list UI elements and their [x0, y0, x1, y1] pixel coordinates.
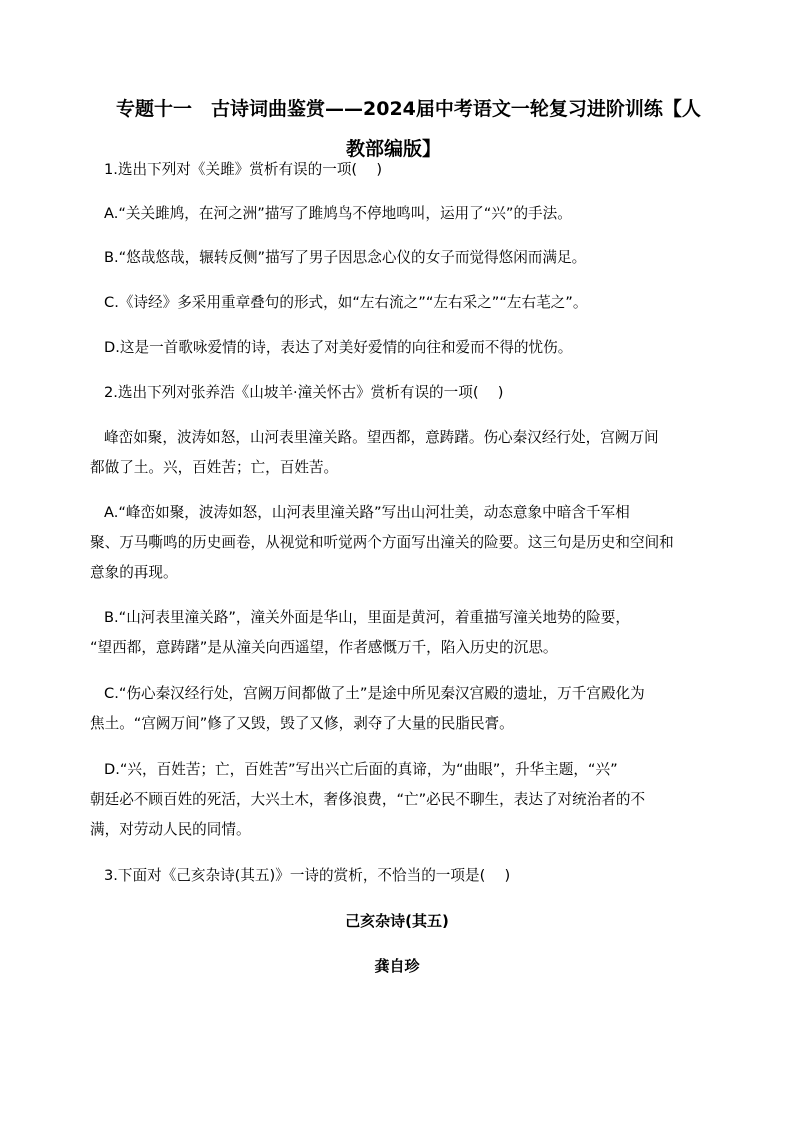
- q1-option-b: B.“悠哉悠哉，辗转反侧”描写了男子因思念心仪的女子而觉得悠闲而满足。: [104, 249, 587, 266]
- q2-option-a-line-2: 聚、万马嘶鸣的历史画卷，从视觉和听觉两个方面写出潼关的险要。这三句是历史和空间和: [90, 534, 674, 551]
- document-title-line-1: 专题十一 古诗词曲鉴赏——2024届中考语文一轮复习进阶训练【人: [116, 98, 701, 120]
- q3-stem: 3.下面对《己亥杂诗(其五)》一诗的赏析，不恰当的一项是( ): [104, 867, 511, 884]
- q2-option-b-line-1: B.“山河表里潼关路”，潼关外面是华山，里面是黄河，着重描写潼关地势的险要，: [104, 609, 630, 626]
- q2-option-a-line-3: 意象的再现。: [90, 564, 178, 581]
- q2-option-d-line-1: D.“兴，百姓苦；亡，百姓苦”写出兴亡后面的真谛，为“曲眼”，升华主题，“兴”: [104, 761, 618, 778]
- q2-option-d-line-2: 朝廷必不顾百姓的死活，大兴土木，奢侈浪费，“亡”必民不聊生，表达了对统治者的不: [90, 791, 646, 808]
- q2-option-d-line-3: 满，对劳动人民的同情。: [90, 821, 251, 838]
- q3-poem-author: 龚自珍: [374, 957, 420, 975]
- q1-option-a: A.“关关雎鸠，在河之洲”描写了雎鸠鸟不停地鸣叫，运用了“兴”的手法。: [104, 205, 572, 222]
- q2-option-b-line-2: “望西都，意踌躇”是从潼关向西遥望，作者感慨万千，陷入历史的沉思。: [90, 639, 558, 656]
- q2-stem: 2.选出下列对张养浩《山坡羊·潼关怀古》赏析有误的一项( ): [104, 384, 504, 401]
- q1-option-d: D.这是一首歌咏爱情的诗，表达了对美好爱情的向往和爱而不得的忧伤。: [104, 339, 573, 356]
- q2-poem-line-2: 都做了土。兴，百姓苦；亡，百姓苦。: [90, 459, 339, 476]
- q2-option-a-line-1: A.“峰峦如聚，波涛如怒，山河表里潼关路”写出山河壮美，动态意象中暗含千军相: [104, 504, 630, 521]
- q1-stem: 1.选出下列对《关雎》赏析有误的一项( ): [104, 161, 383, 178]
- q2-option-c-line-1: C.“伤心秦汉经行处，宫阙万间都做了土”是途中所见秦汉宫殿的遗址，万千宫殿化为: [104, 685, 645, 702]
- q1-option-c: C.《诗经》多采用重章叠句的形式，如“左右流之”“左右采之”“左右芼之”。: [104, 294, 588, 311]
- document-title-line-2: 教部编版】: [346, 138, 442, 160]
- q2-option-c-line-2: 焦土。“宫阙万间”修了又毁，毁了又修，剥夺了大量的民脂民膏。: [90, 715, 514, 732]
- q2-poem-line-1: 峰峦如聚，波涛如怒，山河表里潼关路。望西都，意踌躇。伤心秦汉经行处，宫阙万间: [104, 429, 659, 446]
- q3-poem-title: 己亥杂诗(其五): [345, 912, 449, 930]
